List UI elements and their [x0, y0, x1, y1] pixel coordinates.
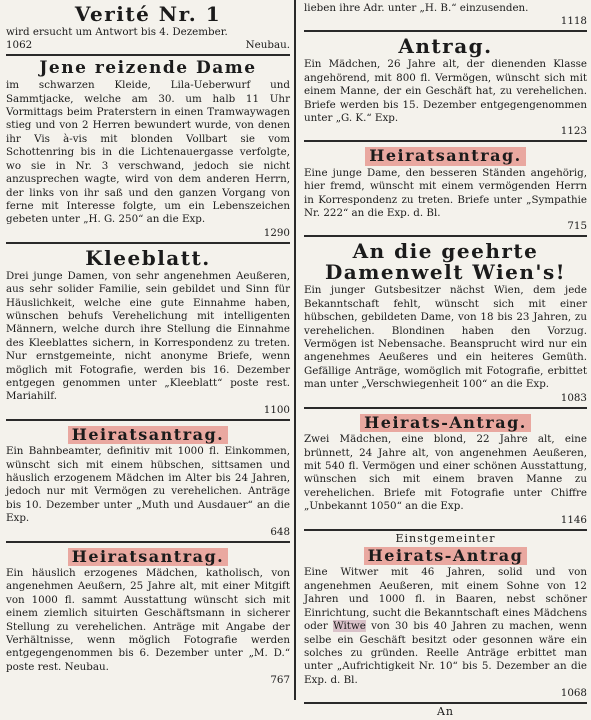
- ad-continuation: [304, 0, 587, 32]
- ad-heading: Kleeblatt.: [85, 245, 211, 270]
- ad-footer: [6, 404, 290, 417]
- ad-text: Ein Bahnbeamter, definitiv mit 1000 fl. Einkommen, wünscht sich mit einem hübschen, sittsamen und häuslich erzogenem Mädchen im Alter bis 24 Jahren, jedoch nur mit Vermögen zu verehelichen. Anträge bis 10. Dezember unter „Muth und Ausdauer“ an die Exp.: [6, 445, 290, 525]
- ad-number: 715: [567, 220, 587, 233]
- ad-text: lieben ihre Adr. unter „H. B.“ einzusenden.: [304, 2, 529, 14]
- ad-heading: An die geehrte Damenwelt Wien's!: [324, 239, 567, 285]
- ad-heading-highlighted: Heirats-Antrag.: [360, 414, 531, 432]
- ad-footer: [6, 674, 290, 687]
- ad-text: Ein Mädchen, 26 Jahre alt, der dienenden Klasse angehörend, mit 800 fl. Vermögen, wünscht sich mit einem Manne, der ein Geschäft hat, zu verehelichen. Briefe werden bis 15. Dezember entgegengenommen unter „G. K.“ Exp.: [304, 58, 587, 125]
- ad-footer: [6, 526, 290, 539]
- ad-text-part: von 30 bis 40 Jahren zu machen, wenn selbe ein Geschäft besitzt oder gesonnen wäre ein solches zu gründen. Reelle Anträge erbittet man unter „Aufrichtigkeit Nr. 10“ bis 5. Dezember an die Exp. d. Bl.: [304, 620, 587, 686]
- ad-kleeblatt: [6, 244, 290, 421]
- ad-text: Eine junge Dame, den besseren Ständen angehörig, hier fremd, wünscht mit einem vermögenden Herrn in Korrespondenz zu treten. Briefe unter „Sympathie Nr. 222“ an die Exp. d. Bl.: [304, 166, 587, 220]
- ad-footer: [304, 392, 587, 405]
- ad-location: Neubau.: [245, 39, 290, 52]
- ad-number: 1146: [560, 513, 587, 526]
- ad-text: Ein häuslich erzogenes Mädchen, katholisch, von angenehmen Aeußern, 25 Jahre alt, mit einer Mitgift von 1000 fl. sammt Ausstattung wünscht sich mit einem ziemlich situirten Geschäftsmann in sicherer Stellung zu verehelichen. Anträge mit Angabe der Verhältnisse, wenn möglich Fotografie werden entgegengenommen bis 6. Dezember unter „M. D.“ poste rest. Neubau.: [6, 567, 290, 673]
- ad-heading-highlighted: Heiratsantrag.: [68, 426, 229, 444]
- ad-footer: [6, 227, 290, 240]
- ad-number: 767: [270, 674, 290, 687]
- right-column: [298, 0, 591, 719]
- ad-number: 1100: [263, 403, 290, 416]
- ad-heading: Verité Nr. 1: [74, 2, 222, 26]
- ad-heiratsantrag-1: [6, 421, 290, 543]
- ad-number: 648: [270, 525, 290, 538]
- ad-number: 1068: [560, 687, 587, 700]
- ad-footer: [304, 220, 587, 233]
- ad-number: 1118: [560, 15, 587, 28]
- ad-footer: [304, 125, 587, 138]
- ad-text-part: Eine Witwer mit 46 Jahren, solid und von angenehmen Aeußeren, mit einem Sohne von 12 Jahren und 1000 fl. in Baaren, nebst schöner Einrichtung, sucht die Bekanntschaft eines Mädchens oder: [304, 566, 587, 633]
- ad-number: 1290: [263, 226, 290, 239]
- ad-text: Zwei Mädchen, eine blond, 22 Jahre alt, eine brünnett, 24 Jahre alt, von angenehmen Aeußeren, mit 540 fl. Vermögen und einer schönen Ausstattung, wünschen sich mit einem braven Manne zu verehelichen. Briefe mit Fotografie unter Chiffre „Unbekannt 1050“ an die Exp.: [304, 433, 587, 513]
- ad-antrag: [304, 32, 587, 142]
- ad-footer: [304, 15, 587, 28]
- ad-number: 1083: [560, 391, 587, 404]
- ad-heading-fragment: An: [436, 705, 455, 719]
- ad-heading: Antrag.: [398, 34, 493, 59]
- ad-fragment: [304, 704, 587, 720]
- ad-heirats-antrag-1: [304, 409, 587, 531]
- ad-text: wird ersucht um Antwort bis 4. Dezember.: [6, 26, 228, 38]
- ad-heading: Jene reizende Dame: [39, 58, 257, 79]
- ad-preheading: Einstgemeinter: [395, 531, 496, 545]
- ad-footer: [304, 687, 587, 700]
- ad-text: Drei junge Damen, von sehr angenehmen Aeußeren, aus sehr solider Familie, sein gebildet und Sinn für Häuslichkeit, welche eine gute Einnahme haben, wünschen behufs Verehelichung mit intelligenten Männern, welche durch ihre Stellung die Einnahme des Kleeblattes sichern, in Korrespondenz zu treten. Nur ernstgemeinte, nicht anonyme Briefe, wenn möglich mit Fotografie, werden bis 16. Dezember entgegen genommen unter „Kleeblatt“ poste rest. Mariahilf.: [6, 269, 290, 403]
- ad-reizende-dame: [6, 56, 290, 243]
- ad-number: 1062: [6, 39, 33, 52]
- ad-heirats-antrag-2: [304, 531, 587, 705]
- left-column: [0, 0, 296, 700]
- highlighted-word: Witwe: [333, 620, 366, 633]
- ad-heading-highlighted: Heiratsantrag.: [365, 147, 526, 165]
- ad-damenwelt: [304, 237, 587, 408]
- ad-heading-highlighted: Heiratsantrag.: [68, 548, 229, 566]
- ad-number: 1123: [560, 125, 587, 138]
- ad-heiratsantrag-2: [6, 543, 290, 690]
- ad-text: [304, 566, 587, 687]
- ad-heading-highlighted: Heirats-Antrag: [364, 547, 528, 565]
- ad-footer: [6, 39, 290, 52]
- ad-verite: [6, 0, 290, 56]
- ad-heiratsantrag-3: [304, 142, 587, 237]
- ad-text: im schwarzen Kleide, Lila-Ueberwurf und Sammtjacke, welche am 30. um halb 11 Uhr Vormittags beim Praterstern in einen Tramwaywagen stieg und von 2 Herren bewundert wurde, von denen ihr Vis à-vis mit blonden Vollbart sie vom Schottenring bis in die Lichtenauergasse verfolgte, wo sie in Nr. 3 verschwand, jedoch sie nicht anzusprechen wagte, wird von dem anderen Herrn, der links von ihr saß und den ganzen Vorgang von ferne mit Interesse folgte, um ein Lebenszeichen gebeten unter „H. G. 250“ an die Exp.: [6, 79, 290, 226]
- ad-footer: [304, 514, 587, 527]
- ad-text: Ein junger Gutsbesitzer nächst Wien, dem jede Bekanntschaft fehlt, wünscht sich mit einer hübschen, gebildeten Dame, von 18 bis 23 Jahren, zu verehelichen. Blondinen haben den Vorzug. Vermögen ist Nebensache. Beansprucht wird nur ein angenehmes Aeußeres und ein heiteres Gemüth. Gefällige Anträge, womöglich mit Fotografie, erbittet man unter „Verschwiegenheit 100“ an die Exp.: [304, 284, 587, 391]
